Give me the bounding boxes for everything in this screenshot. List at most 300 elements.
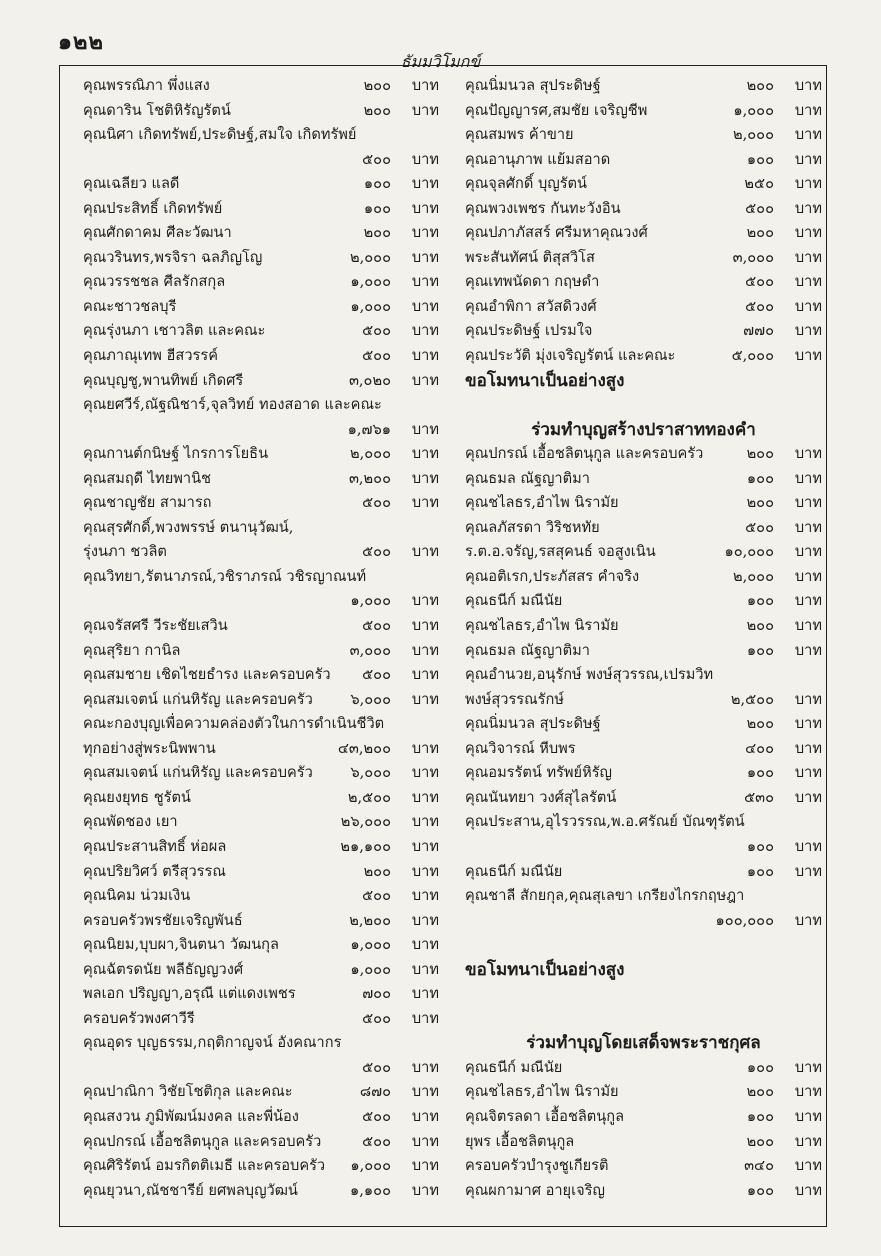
donor-name: คุณพรรณิภา พึ่งแสง: [83, 77, 210, 94]
donor-name: คุณธมล ณัฐญาติมา: [465, 641, 590, 659]
currency-unit: บาท: [411, 985, 439, 1003]
currency-unit: บาท: [411, 936, 439, 954]
donor-row: [83, 639, 439, 664]
donor-row: [465, 148, 822, 173]
donor-row: [465, 295, 822, 320]
donation-amount: ๕๐๐: [745, 518, 774, 536]
donor-name: คุณปริยวิศว์ ตรีสุวรรณ: [83, 862, 226, 880]
donor-name: คุณนิ่มนวล สุประดิษฐ์: [465, 715, 601, 733]
currency-unit: บาท: [794, 739, 822, 757]
donation-amount: ๒,๐๐๐: [733, 567, 774, 585]
donor-name: คุณศิริรัตน์ อมรกิตติเมธี และครอบครัว: [83, 1157, 326, 1175]
currency-unit: บาท: [411, 1157, 439, 1175]
donor-row: [83, 810, 439, 835]
section-heading: ร่วมทำบุญโดยเสด็จพระราชกุศล: [526, 1033, 761, 1054]
donation-amount: ๑๐๐: [746, 469, 774, 487]
donor-row: [83, 909, 439, 934]
donation-amount: ๕๐๐: [362, 887, 391, 905]
donor-row: [83, 712, 439, 737]
donor-row: [83, 1056, 439, 1081]
currency-unit: บาท: [411, 494, 439, 512]
currency-unit: บาท: [411, 150, 439, 168]
donor-row: [83, 467, 439, 492]
donation-amount: ๒๐๐: [363, 101, 391, 119]
currency-unit: บาท: [794, 469, 822, 487]
donor-name: คุณอุดร บุญธรรม,กฤติกาญจน์ อังคณากร: [83, 1034, 342, 1052]
donor-name: คุณธนีก์ มณีนัย: [465, 862, 563, 880]
donor-name: คุณสมชาย เชิดไชยธำรง และครอบครัว: [83, 666, 331, 684]
donor-row: [83, 295, 439, 320]
donor-name: คุณจิตรลดา เอื้อชลิตนุกูล: [465, 1107, 625, 1125]
donor-row: [83, 99, 439, 124]
donor-row: [465, 172, 822, 197]
donor-row: [83, 565, 439, 590]
donor-name: คุณธนีก์ มณีนัย: [465, 1058, 563, 1076]
donor-name: คุณจุลศักดิ์ บุญรัตน์: [465, 175, 588, 193]
currency-unit: บาท: [794, 543, 822, 561]
currency-unit: บาท: [794, 126, 822, 144]
currency-unit: บาท: [411, 764, 439, 782]
donor-row: [465, 319, 822, 344]
donor-row: [465, 344, 822, 369]
donation-amount: ๓๔๐: [744, 1157, 774, 1175]
right-donor-column: [465, 74, 822, 1203]
donor-name: คุณดาริน โชติหิรัญรัตน์: [83, 101, 231, 119]
donor-row: [465, 491, 822, 516]
donor-name: คุณผกามาศ อายุเจริญ: [465, 1181, 605, 1199]
currency-unit: บาท: [411, 1083, 439, 1101]
donation-amount: ๗๐๐: [362, 985, 391, 1003]
donor-row: [83, 737, 439, 762]
donor-row: [83, 418, 439, 443]
donor-row: [83, 319, 439, 344]
currency-unit: บาท: [794, 224, 822, 242]
journal-title: ธัมมวิโมกข์: [400, 52, 481, 71]
donor-row: [465, 860, 822, 885]
currency-unit: บาท: [794, 175, 822, 193]
donation-amount: ๕๐๐: [745, 273, 774, 291]
donor-row: [83, 663, 439, 688]
currency-unit: บาท: [411, 1181, 439, 1199]
currency-unit: บาท: [411, 690, 439, 708]
currency-unit: บาท: [794, 641, 822, 659]
currency-unit: บาท: [411, 77, 439, 94]
donor-name: คุณชไลธร,อำไพ นิรามัย: [465, 617, 619, 635]
donor-row: [465, 761, 822, 786]
donor-row: [465, 589, 822, 614]
donation-amount: ๔๐๐: [745, 739, 774, 757]
donor-row: [465, 99, 822, 124]
section-heading: ร่วมทำบุญสร้างปราสาททองคำ: [531, 419, 756, 440]
donor-row: [83, 221, 439, 246]
donation-amount: ๒๕๐: [744, 175, 774, 193]
donation-amount: ๕๐๐: [362, 347, 391, 365]
donor-name: คุณภาณุเทพ ฮีสวรรค์: [83, 347, 218, 365]
donation-amount: ๘๗๐: [359, 1083, 391, 1101]
donor-name: คุณพวงเพชร กันทะวังอิน: [465, 199, 621, 217]
currency-unit: บาท: [411, 273, 439, 291]
donor-row: [465, 884, 822, 909]
donation-amount: ๒๐๐: [363, 862, 391, 880]
currency-unit: บาท: [411, 592, 439, 610]
donation-amount: ๒,๒๐๐: [349, 911, 391, 929]
donor-name: ร.ต.อ.จรัญ,รสสุคนธ์ จอสูงเนิน: [465, 543, 656, 561]
donor-row: [83, 1031, 439, 1056]
donor-row: [465, 467, 822, 492]
donation-amount: ๑,๑๐๐: [350, 1181, 391, 1199]
currency-unit: บาท: [794, 715, 822, 733]
page-number: ๑๒๒: [58, 29, 104, 55]
spacer: [465, 1007, 822, 1032]
donation-amount: ๑๐,๐๐๐: [724, 543, 774, 561]
donor-row: [465, 810, 822, 835]
donor-name: คณะกองบุญเพื่อความคล่องตัวในการดำเนินชีวิต: [83, 715, 385, 733]
donor-row: [83, 344, 439, 369]
donor-name: คุณปัญญารศ,สมชัย เจริญชีพ: [465, 101, 648, 119]
donation-amount: ๕๐๐: [362, 666, 391, 684]
donation-amount: ๕๐๐: [362, 150, 391, 168]
donation-amount: ๓,๐๐๐: [349, 641, 391, 659]
donor-name: คุณอานุภาพ แย้มสอาด: [465, 150, 611, 168]
donor-name: คุณธนีก์ มณีนัย: [465, 592, 563, 610]
donation-amount: ๖,๐๐๐: [350, 764, 391, 782]
donor-row: [465, 1130, 822, 1155]
donor-row: [465, 442, 822, 467]
donor-row: [465, 74, 822, 99]
donor-row: [83, 614, 439, 639]
currency-unit: บาท: [411, 297, 439, 315]
donor-row: [465, 123, 822, 148]
spacer: [465, 393, 822, 418]
donation-amount: ๒๐๐: [746, 1132, 774, 1150]
donation-amount: ๑๐๐: [746, 764, 774, 782]
donor-name: คุณสุริยา กานิล: [83, 641, 181, 659]
currency-unit: บาท: [794, 862, 822, 880]
donor-row: [465, 909, 822, 934]
currency-unit: บาท: [411, 224, 439, 242]
donor-name: คุณรุ่งนภา เชาวลิต และคณะ: [83, 322, 266, 340]
donor-row: [83, 589, 439, 614]
donor-row: [83, 1179, 439, 1204]
currency-unit: บาท: [411, 371, 439, 389]
donation-amount: ๓,๒๐๐: [348, 469, 391, 487]
donor-name: ยุพร เอื้อชลิตนุกูล: [465, 1132, 575, 1150]
currency-unit: บาท: [794, 347, 822, 365]
donor-name: คุณประสานสิทธิ์ ห่อผล: [83, 837, 227, 855]
donor-name: คุณสมเจตน์ แก่นหิรัญ และครอบครัว: [83, 690, 313, 708]
donor-row: [465, 737, 822, 762]
left-donor-column: [83, 74, 439, 1203]
donor-name: คุณวรรชชล ศีลรักสกุล: [83, 273, 226, 291]
donation-amount: ๕๐๐: [362, 1058, 391, 1076]
donor-name: คุณปภาภัสสร์ ศรีมหาคุณวงศ์: [465, 224, 648, 242]
currency-unit: บาท: [794, 617, 822, 635]
donation-amount: ๑,๐๐๐: [350, 297, 391, 315]
currency-unit: บาท: [411, 641, 439, 659]
donation-amount: ๑๐๐: [746, 1107, 774, 1125]
donor-name: คุณยศวีร์,ณัฐณิชาร์,จุลวิทย์ ทองสอาด และคณะ: [83, 396, 382, 414]
donor-name: คุณนันทยา วงศ์สุไลรัตน์: [465, 788, 617, 806]
currency-unit: บาท: [794, 1058, 822, 1076]
donation-amount: ๒,๐๐๐: [350, 248, 391, 266]
donor-row: [465, 516, 822, 541]
donor-name: คุณบุญชู,พานทิพย์ เกิดศรี: [83, 371, 244, 389]
donation-amount: ๑,๗๖๑: [347, 420, 391, 438]
currency-unit: บาท: [794, 567, 822, 585]
thanks-heading: ขอโมทนาเป็นอย่างสูง: [465, 959, 625, 980]
donor-name: คุณศักดาคม ศีละวัฒนา: [83, 224, 232, 242]
donor-name: คุณปกรณ์ เอื้อชลิตนุกูล และครอบครัว: [83, 1132, 322, 1150]
donor-name: คุณประวัติ มุ่งเจริญรัตน์ และคณะ: [465, 347, 676, 365]
donation-amount: ๑๐๐: [746, 150, 774, 168]
currency-unit: บาท: [411, 543, 439, 561]
donor-row: [465, 786, 822, 811]
donation-amount: ๕๐๐: [362, 1107, 391, 1125]
donation-amount: ๕๐๐: [362, 494, 391, 512]
currency-unit: บาท: [411, 1107, 439, 1125]
donor-row: [465, 1179, 822, 1204]
donation-amount: ๑๐๐: [363, 199, 391, 217]
donation-amount: ๒๐๐: [746, 224, 774, 242]
currency-unit: บาท: [794, 273, 822, 291]
currency-unit: บาท: [411, 420, 439, 438]
currency-unit: บาท: [411, 1132, 439, 1150]
donor-row: [83, 958, 439, 983]
donor-row: [83, 516, 439, 541]
donor-row: [83, 835, 439, 860]
donor-row: [465, 835, 822, 860]
donation-amount: ๕๐๐: [362, 617, 391, 635]
donor-name: คุณเฉลียว แลดี: [83, 175, 180, 193]
currency-unit: บาท: [794, 77, 822, 94]
spacer: [465, 933, 822, 958]
donation-amount: ๒๖,๐๐๐: [340, 813, 391, 831]
donor-name: คุณปกรณ์ เอื้อชลิตนุกูล และครอบครัว: [465, 445, 704, 463]
donation-amount: ๒๐๐: [746, 617, 774, 635]
donor-name: คุณอติเรก,ประภัสสร คำจริง: [465, 567, 640, 585]
currency-unit: บาท: [411, 175, 439, 193]
donor-name: คุณยงยุทธ ชูรัตน์: [83, 788, 191, 806]
currency-unit: บาท: [411, 887, 439, 905]
donor-row: [465, 270, 822, 295]
donor-row: [83, 933, 439, 958]
donation-amount: ๒๐๐: [363, 77, 391, 94]
donor-row: [465, 540, 822, 565]
donation-amount: ๒,๐๐๐: [350, 445, 391, 463]
donor-row: [83, 761, 439, 786]
donor-row: [83, 393, 439, 418]
donor-name: คุณวรินทร,พรจิรา ฉลภิญโญ: [83, 248, 263, 266]
currency-unit: บาท: [411, 960, 439, 978]
currency-unit: บาท: [411, 1009, 439, 1027]
donor-row: [465, 712, 822, 737]
donor-name: คุณชาลี สักยกุล,คุณสุเลขา เกรียงไกรกฤษฎา: [465, 887, 745, 905]
donor-row: [465, 614, 822, 639]
donation-amount: ๑๐๐: [746, 592, 774, 610]
currency-unit: บาท: [794, 494, 822, 512]
donor-name: พงษ์สุวรรณรักษ์: [465, 690, 564, 708]
donation-amount: ๒,๕๐๐: [347, 788, 391, 806]
donation-amount: ๕๓๐: [744, 788, 774, 806]
donation-amount: ๑๐๐: [746, 1181, 774, 1199]
donation-amount: ๔๓,๒๐๐: [337, 739, 391, 757]
donation-amount: ๒,๕๐๐: [730, 690, 774, 708]
donor-row: [83, 1105, 439, 1130]
donor-row: [83, 1154, 439, 1179]
donation-amount: ๑,๐๐๐: [350, 960, 391, 978]
donor-row: [83, 1007, 439, 1032]
donation-amount: ๑,๐๐๐: [350, 592, 391, 610]
donation-amount: ๕,๐๐๐: [731, 347, 774, 365]
donation-amount: ๑๐๐: [363, 175, 391, 193]
donation-amount: ๕๐๐: [362, 322, 391, 340]
donor-name: คุณสมฤดี ไทยพานิช: [83, 469, 211, 487]
currency-unit: บาท: [794, 837, 822, 855]
donation-amount: ๑,๐๐๐: [350, 1157, 391, 1175]
currency-unit: บาท: [411, 862, 439, 880]
donor-row: [83, 369, 439, 394]
donor-row: [83, 172, 439, 197]
donation-amount: ๓,๐๒๐: [348, 371, 391, 389]
currency-unit: บาท: [411, 347, 439, 365]
donor-row: [465, 246, 822, 271]
currency-unit: บาท: [411, 469, 439, 487]
currency-unit: บาท: [411, 837, 439, 855]
donation-amount: ๕๐๐: [362, 1132, 391, 1150]
donor-row: [83, 246, 439, 271]
currency-unit: บาท: [411, 445, 439, 463]
donor-row: [83, 786, 439, 811]
donation-amount: ๑,๐๐๐: [350, 273, 391, 291]
donation-amount: ๒๐๐: [746, 715, 774, 733]
donor-name: คณะชาวชลบุรี: [83, 297, 177, 315]
donation-amount: ๕๐๐: [362, 1009, 391, 1027]
donor-name: คุณปาณิกา วิชัยโชติกุล และคณะ: [83, 1083, 293, 1101]
donor-row: [83, 148, 439, 173]
donation-amount: ๑๐๐: [746, 1058, 774, 1076]
donor-name: พระสันทัศน์ ติสุสวิโส: [465, 248, 595, 266]
donation-amount: ๑๐๐: [746, 862, 774, 880]
donor-name: ครอบครัวพงศาวีรี: [83, 1009, 195, 1027]
donor-row: [83, 74, 439, 99]
currency-unit: บาท: [794, 1107, 822, 1125]
donor-row: [83, 860, 439, 885]
donor-row: [465, 663, 822, 688]
donor-name: คุณยุวนา,ณัชชารีย์ ยศพลบุญวัฒน์: [83, 1181, 298, 1199]
currency-unit: บาท: [411, 666, 439, 684]
donor-row: [83, 540, 439, 565]
donation-amount: ๒๐๐: [746, 494, 774, 512]
donation-amount: ๗๗๐: [743, 322, 774, 340]
donation-amount: ๕๐๐: [745, 199, 774, 217]
currency-unit: บาท: [794, 788, 822, 806]
currency-unit: บาท: [794, 248, 822, 266]
currency-unit: บาท: [411, 1058, 439, 1076]
donation-amount: ๑,๐๐๐: [733, 101, 774, 119]
donor-row: [465, 639, 822, 664]
donation-amount: ๓,๐๐๐: [732, 248, 774, 266]
currency-unit: บาท: [411, 322, 439, 340]
donor-row: [465, 565, 822, 590]
donor-name: คุณชไลธร,อำไพ นิรามัย: [465, 1083, 619, 1101]
currency-unit: บาท: [411, 617, 439, 635]
donor-name: ทุกอย่างสู่พระนิพพาน: [83, 739, 216, 757]
donation-amount: ๒๐๐: [363, 224, 391, 242]
donation-amount: ๑๐๐: [746, 837, 774, 855]
donor-name: คุณประสาน,อุไรวรรณ,พ.อ.ศรัณย์ บัณฑุรัตน์: [465, 813, 745, 831]
currency-unit: บาท: [794, 911, 822, 929]
donor-name: คุณอำพิกา สวัสดิวงศ์: [465, 297, 597, 315]
donation-amount: ๑,๐๐๐: [350, 936, 391, 954]
donor-row: [83, 982, 439, 1007]
donation-amount: ๑๐๐: [746, 641, 774, 659]
donor-name: พลเอก ปริญญา,อรุณี แต่แดงเพชร: [83, 985, 296, 1003]
currency-unit: บาท: [794, 297, 822, 315]
donor-row: [83, 442, 439, 467]
donor-row: [465, 1154, 822, 1179]
donation-amount: ๒,๐๐๐: [733, 126, 774, 144]
donation-amount: ๒๐๐: [746, 445, 774, 463]
donor-row: [83, 123, 439, 148]
currency-unit: บาท: [411, 911, 439, 929]
donor-name: คุณวิทยา,รัตนาภรณ์,วชิราภรณ์ วชิรญาณนท์: [83, 567, 367, 585]
spacer: [465, 982, 822, 1007]
donor-name: คุณจรัสศรี วีระชัยเสวิน: [83, 617, 228, 635]
donor-name: คุณชาญชัย สามารถ: [83, 494, 212, 512]
donor-row: [465, 197, 822, 222]
donor-name: คุณอมรรัตน์ ทรัพย์หิรัญ: [465, 764, 612, 782]
donation-amount: ๒๐๐: [746, 77, 774, 94]
donor-row: [465, 688, 822, 713]
donor-name: คุณนิยม,บุบผา,จินตนา วัฒนกุล: [83, 936, 279, 954]
donor-row: [83, 491, 439, 516]
currency-unit: บาท: [794, 150, 822, 168]
currency-unit: บาท: [411, 813, 439, 831]
donor-name: คุณอำนวย,อนุรักษ์ พงษ์สุวรรณ,เปรมวิท: [465, 666, 714, 684]
donor-name: คุณวิจารณ์ หีบพร: [465, 739, 576, 757]
donor-name: คุณนิคม น่วมเงิน: [83, 887, 191, 905]
donor-name: คุณเทพนัดดา กฤษดำ: [465, 273, 600, 291]
donor-name: คุณสงวน ภูมิพัฒน์มงคล และพี่น้อง: [83, 1107, 299, 1125]
donor-name: คุณสมพร ค้าขาย: [465, 126, 574, 144]
donor-name: คุณสุรศักดิ์,พวงพรรษ์ ตนานุวัฒน์,: [83, 518, 294, 536]
donor-name: ครอบครัวพรชัยเจริญพันธ์: [83, 911, 243, 929]
donor-row: [83, 1080, 439, 1105]
thanks-heading: ขอโมทนาเป็นอย่างสูง: [465, 370, 625, 391]
currency-unit: บาท: [411, 101, 439, 119]
donor-row: [83, 270, 439, 295]
donor-name: คุณฉัตรดนัย พลีธัญญวงศ์: [83, 960, 244, 978]
donor-name: คุณสมเจตน์ แก่นหิรัญ และครอบครัว: [83, 764, 313, 782]
donation-amount: ๒๐๐: [746, 1083, 774, 1101]
currency-unit: บาท: [794, 1181, 822, 1199]
donor-row: [83, 884, 439, 909]
currency-unit: บาท: [794, 690, 822, 708]
donor-name: คุณนิศา เกิดทรัพย์,ประดิษฐ์,สมใจ เกิดทรัพย์: [83, 126, 357, 144]
donor-row: [465, 1056, 822, 1081]
currency-unit: บาท: [794, 199, 822, 217]
currency-unit: บาท: [794, 1157, 822, 1175]
donor-name: รุ่งนภา ชวลิต: [83, 543, 167, 561]
donation-amount: ๑๐๐,๐๐๐: [715, 911, 774, 929]
currency-unit: บาท: [411, 788, 439, 806]
donation-amount: ๒๑,๑๐๐: [340, 837, 391, 855]
donor-name: คุณพัดชอง เยา: [83, 813, 178, 831]
currency-unit: บาท: [794, 1083, 822, 1101]
donor-name: คุณประสิทธิ์ เกิดทรัพย์: [83, 199, 223, 217]
donor-row: [83, 197, 439, 222]
donor-row: [465, 1080, 822, 1105]
